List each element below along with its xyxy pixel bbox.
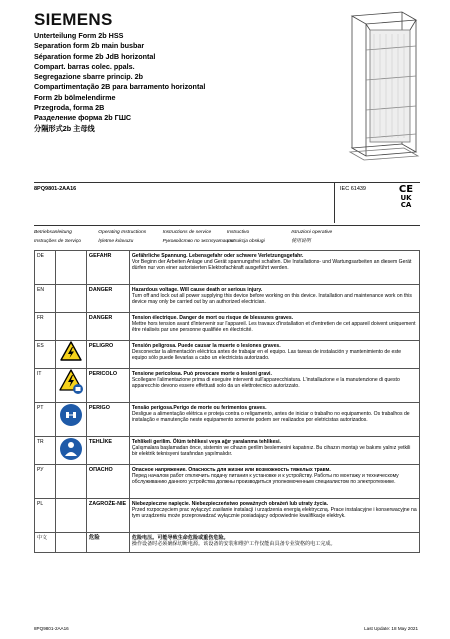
warning-body: Desconectar la alimentación eléctrica antes de trabajar en el equipo. Las tareas de instalación y mantenimiento de este equipo sólo puede llevarlas a cabo un electricista autorizado. bbox=[131, 348, 402, 361]
warning-body: Vor Beginn der Arbeiten Anlage und Gerät spannungsfrei schalten. Die Installations- und Wartungsarbeiten an diesem Gerät dürfen nur von einer autorisierten Elektrofachkraft ausgeführt werden. bbox=[131, 258, 412, 271]
order-info-row bbox=[34, 182, 420, 222]
language-code: ES bbox=[35, 341, 56, 369]
warning-row bbox=[35, 285, 420, 313]
signal-word: 危险 bbox=[86, 533, 129, 553]
language-code: IT bbox=[35, 369, 56, 403]
read-manual-icon bbox=[59, 369, 83, 395]
warning-body: Desligue a alimentação elétrica e proteja contra o religamento, antes de iniciar o trabalho no equipamento. Os trabalhos de instalação e manutenção neste equipamento somente podem ser realizados por eletricistas autorizados. bbox=[131, 410, 410, 423]
conformity-marks bbox=[396, 185, 416, 209]
warning-heading: Niebezpieczne napięcie. Niebezpieczeństwo poważnych obrażeń lub utraty życia. bbox=[131, 500, 329, 507]
warning-text bbox=[129, 341, 419, 369]
icon-cell bbox=[55, 313, 86, 341]
signal-word: PERIGO bbox=[86, 403, 129, 437]
warning-heading: Tehlikeli gerilim. Ölüm tehlikesi veya ağır yaralanma tehlikesi. bbox=[131, 438, 281, 445]
warning-text bbox=[129, 465, 419, 499]
title-en: Separation form 2b main busbar bbox=[34, 41, 145, 51]
signal-word: PELIGRO bbox=[86, 341, 129, 369]
divider bbox=[334, 183, 335, 223]
warning-row bbox=[35, 369, 420, 403]
warning-heading: Hazardous voltage. Will cause death or serious injury. bbox=[131, 286, 263, 293]
warning-body: Scollegare l'alimentazione prima di eseguire interventi sull'apparecchiatura. L'installazione e la manutenzione di questo apparecchio devono essere effettuati solo da un elettrotecnico autorizzato. bbox=[131, 376, 400, 389]
warning-heading: Tensão perigosa.Perigo de morte ou ferimentos graves. bbox=[131, 404, 267, 411]
warning-row bbox=[35, 313, 420, 341]
warning-text bbox=[129, 251, 419, 285]
ukca-mark-top: UK bbox=[400, 194, 412, 202]
disconnect-before-work-icon bbox=[59, 403, 83, 427]
instruction-label bbox=[355, 237, 419, 246]
instruction-label: Istruzioni operative bbox=[291, 230, 333, 235]
high-voltage-warning-icon bbox=[60, 341, 82, 361]
signal-word: DANGER bbox=[86, 285, 129, 313]
language-code: РУ bbox=[35, 465, 56, 499]
warning-row bbox=[35, 533, 420, 553]
instruction-label: İşletme kılavuzu bbox=[98, 239, 134, 244]
instruction-label bbox=[355, 228, 419, 237]
warning-row bbox=[35, 499, 420, 533]
icon-cell bbox=[55, 437, 86, 465]
warning-heading: Tensión peligrosa. Puede causar la muerte o lesiones graves. bbox=[131, 342, 281, 349]
warning-row bbox=[35, 437, 420, 465]
warning-heading: Опасное напряжение. Опасность для жизни или возможность тяжелых травм. bbox=[131, 466, 331, 473]
instruction-label: 使用说明 bbox=[291, 239, 311, 244]
qualified-electrician-icon bbox=[59, 437, 83, 461]
title-tr: Form 2b bölmelendirme bbox=[34, 92, 116, 102]
instruction-label: Operating Instructions bbox=[98, 230, 147, 235]
warning-body: Turn off and lock out all power supplying this device before working on this device. Installation and maintenance work on this device may only be carried out by an authorized electrician. bbox=[131, 292, 412, 305]
warning-heading: 危险电压。可能导致生命危险或重伤危险。 bbox=[131, 534, 229, 541]
language-code: TR bbox=[35, 437, 56, 465]
instruction-label: Руководство по эксплуатации bbox=[162, 239, 234, 244]
instruction-languages bbox=[34, 225, 420, 246]
title-de: Unterteilung Form 2b HSS bbox=[34, 31, 124, 40]
instruction-label: Instructivo bbox=[226, 230, 250, 235]
language-code: EN bbox=[35, 285, 56, 313]
icon-cell bbox=[55, 369, 86, 403]
warning-body: Перед началом работ отключить подачу питания к установке и к устройству. Работы по монтажу и техническому обслуживанию данного устройства должны производиться уполномоченным специалистом по электротехнике. bbox=[131, 472, 399, 485]
footer-order-number: 8PQ9801-2AA16 bbox=[34, 626, 69, 631]
safety-warnings-table bbox=[34, 250, 420, 553]
warning-body: Przed rozpoczęciem prac wyłączyć zasilanie instalacji i urządzenia energią elektryczną. Prace instalacyjne i konserwacyjne na tym urządzeniu może przeprowadzać wyłącznie posiadający odpowiednie kwalifikacje elektryk. bbox=[131, 506, 417, 519]
warning-text bbox=[129, 285, 419, 313]
title-pt: Compartimentação 2B para barramento horizontal bbox=[34, 82, 206, 92]
warning-text bbox=[129, 437, 419, 465]
signal-word: PERICOLO bbox=[86, 369, 129, 403]
instruction-label: Betriebsanleitung bbox=[34, 230, 72, 235]
signal-word: DANGER bbox=[86, 313, 129, 341]
language-code: 中文 bbox=[35, 533, 56, 553]
warning-row bbox=[35, 403, 420, 437]
warning-text bbox=[129, 313, 419, 341]
warning-text bbox=[129, 369, 419, 403]
warning-row bbox=[35, 341, 420, 369]
icon-cell bbox=[55, 341, 86, 369]
warning-text bbox=[129, 403, 419, 437]
warning-body: Mettre hors tension avant d'intervenir sur l'appareil. Les travaux d'installation et d'entretien de cet appareil doivent uniquement être réalisés par une personne qualifiée en électricité. bbox=[131, 320, 416, 333]
footer-last-update: Last Update: 18 May 2021 bbox=[364, 626, 418, 631]
ce-mark-icon: CE bbox=[398, 184, 414, 195]
language-code: FR bbox=[35, 313, 56, 341]
instruction-label: Instructions de service bbox=[162, 230, 212, 235]
signal-word: TEHLİKE bbox=[86, 437, 129, 465]
order-number: 8PQ9801-2AA16 bbox=[34, 186, 77, 192]
warning-heading: Tensione pericolosa. Può provocare morte o lesioni gravi. bbox=[131, 370, 272, 377]
icon-cell bbox=[55, 533, 86, 553]
product-titles bbox=[34, 31, 294, 134]
warning-row bbox=[35, 251, 420, 285]
warning-body: 操作设备时必须确保切断电源。该设备的安装和维护工作仅能由具备专业资格的电工完成。 bbox=[131, 540, 336, 547]
ukca-mark-bottom: CA bbox=[400, 201, 412, 209]
cabinet-frame-illustration bbox=[330, 10, 420, 170]
icon-cell bbox=[55, 403, 86, 437]
instruction-row-1 bbox=[34, 228, 420, 237]
warning-heading: Tension électrique. Danger de mort ou risque de blessures graves. bbox=[131, 314, 294, 321]
language-code: PT bbox=[35, 403, 56, 437]
title-ru: Разделение форма 2b ГШС bbox=[34, 113, 132, 123]
warning-heading: Gefährliche Spannung. Lebensgefahr oder schwere Verletzungsgefahr. bbox=[131, 252, 304, 259]
title-it: Segregazione sbarre princip. 2b bbox=[34, 72, 144, 82]
icon-cell bbox=[55, 499, 86, 533]
signal-word: ZAGROŻE-NIE bbox=[86, 499, 129, 533]
warning-body: Çalışmalara başlamadan önce, sistemin ve cihazın gerilim beslemesini kapatınız. Bu cihazın montajı ve bakımı yalnız yetkili bir elektrik teknisyeni tarafından yapılmalıdır. bbox=[131, 444, 411, 457]
signal-word: ОПАСНО bbox=[86, 465, 129, 499]
instruction-label: Instrukcja obsługi bbox=[226, 239, 265, 244]
language-code: PL bbox=[35, 499, 56, 533]
warning-text bbox=[129, 533, 419, 553]
warning-text bbox=[129, 499, 419, 533]
instruction-label: Instruções de Serviço bbox=[34, 239, 82, 244]
siemens-logo: SIEMENS bbox=[34, 10, 113, 29]
title-fr: Séparation forme 2b JdB horizontal bbox=[34, 51, 156, 61]
icon-cell bbox=[55, 465, 86, 499]
icon-cell bbox=[55, 285, 86, 313]
warning-row bbox=[35, 465, 420, 499]
signal-word: GEFAHR bbox=[86, 251, 129, 285]
instruction-row-2 bbox=[34, 237, 420, 246]
language-code: DE bbox=[35, 251, 56, 285]
icon-cell bbox=[55, 251, 86, 285]
title-es: Compart. barras colec. ppals. bbox=[34, 61, 135, 71]
standard-label: IEC 61439 bbox=[340, 186, 366, 192]
title-pl: Przegroda, forma 2B bbox=[34, 103, 105, 113]
title-zh: 分隔形式2b 主母线 bbox=[34, 123, 95, 133]
